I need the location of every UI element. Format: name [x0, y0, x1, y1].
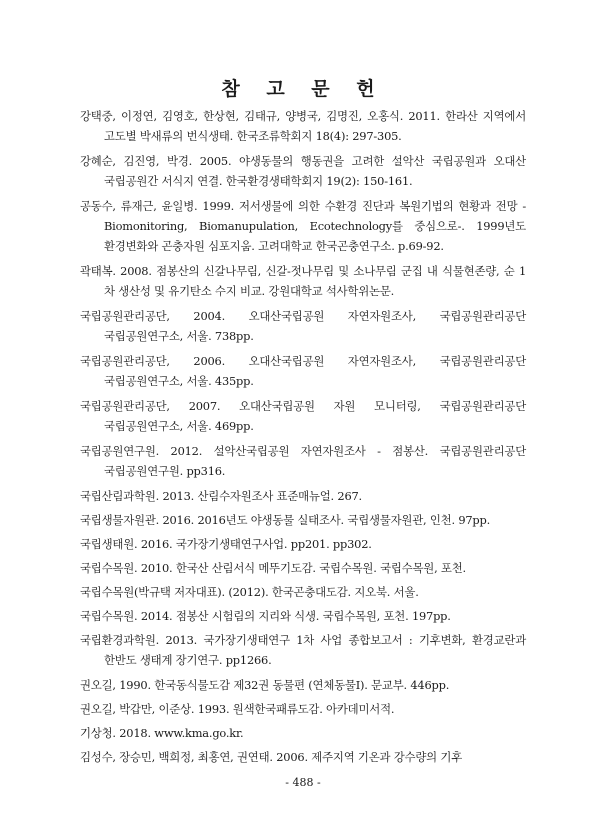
reference-entry: 국립공원연구원. 2012. 설악산국립공원 자연자원조사 - 점봉산. 국립공원관리공단 국립공원연구원. pp316.	[80, 444, 526, 478]
reference-entry: 국립수목원. 2014. 점봉산 시험림의 지리와 식생. 국립수목원, 포천. 197pp.	[80, 609, 451, 623]
reference-entry: 국립수목원(박규택 저자대표). (2012). 한국곤충대도감. 지오북. 서울.	[80, 585, 419, 599]
page-number: - 488 -	[285, 776, 321, 789]
reference-entry: 김성수, 장승민, 백희정, 최홍연, 권연태. 2006. 제주지역 기온과 강수량의 기후	[80, 750, 462, 764]
reference-entry: 기상청. 2018. www.kma.go.kr.	[80, 726, 244, 740]
reference-entry: 국립환경과학원. 2013. 국가장기생태연구 1차 사업 종합보고서 : 기후변화, 환경교란과 한반도 생태계 장기연구. pp1266.	[80, 633, 526, 667]
page-title: 참 고 문 헌	[221, 78, 385, 100]
reference-entry: 강혜순, 김진영, 박경. 2005. 야생동물의 행동권을 고려한 설악산 국립공원과 오대산 국립공원간 서식지 연결. 한국환경생태학회지 19(2): 150-161.	[80, 154, 526, 188]
reference-entry: 공동수, 류재근, 윤일병. 1999. 저서생물에 의한 수환경 진단과 복원기법의 현황과 전망 -Biomonitoring, Biomanupulation, Ecotechnology를 중심으로-. 1999년도 환경변화와 곤충자원 심포지움. 고려대학교 한국곤충연구소. p.69-92.	[80, 199, 526, 253]
reference-entry: 권오길, 1990. 한국동식물도감 제32권 동물편 (연체동물Ⅰ). 문교부. 446pp.	[80, 678, 450, 692]
reference-entry: 국립공원관리공단, 2006. 오대산국립공원 자연자원조사, 국립공원관리공단 국립공원연구소, 서울. 435pp.	[80, 354, 526, 388]
reference-entry: 강택중, 이정연, 김영호, 한상현, 김태규, 양병국, 김명진, 오홍식. 2011. 한라산 지역에서 고도별 박새류의 번식생태. 한국조류학회지 18(4): 297-305.	[80, 109, 526, 143]
reference-list	[80, 106, 526, 771]
reference-entry: 권오길, 박갑만, 이준상. 1993. 원색한국패류도감. 아카데미서적.	[80, 702, 395, 716]
reference-entry: 국립생태원. 2016. 국가장기생태연구사업. pp201. pp302.	[80, 537, 372, 551]
reference-entry: 국립수목원. 2010. 한국산 산림서식 메뚜기도감. 국립수목원. 국립수목원, 포천.	[80, 561, 466, 575]
reference-entry: 국립산림과학원. 2013. 산림수자원조사 표준매뉴얼. 267.	[80, 489, 362, 503]
reference-entry: 국립생물자원관. 2016. 2016년도 야생동물 실태조사. 국립생물자원관, 인천. 97pp.	[80, 513, 491, 527]
reference-entry: 곽태복. 2008. 점봉산의 신갈나무림, 신갈-젓나무림 및 소나무림 군집 내 식물현존량, 순 1 차 생산성 및 유기탄소 수지 비교. 강원대학교 석사학위논문.	[80, 264, 526, 298]
reference-entry: 국립공원관리공단, 2007. 오대산국립공원 자원 모니터링, 국립공원관리공단 국립공원연구소, 서울. 469pp.	[80, 399, 526, 433]
reference-entry: 국립공원관리공단, 2004. 오대산국립공원 자연자원조사, 국립공원관리공단 국립공원연구소, 서울. 738pp.	[80, 309, 526, 343]
